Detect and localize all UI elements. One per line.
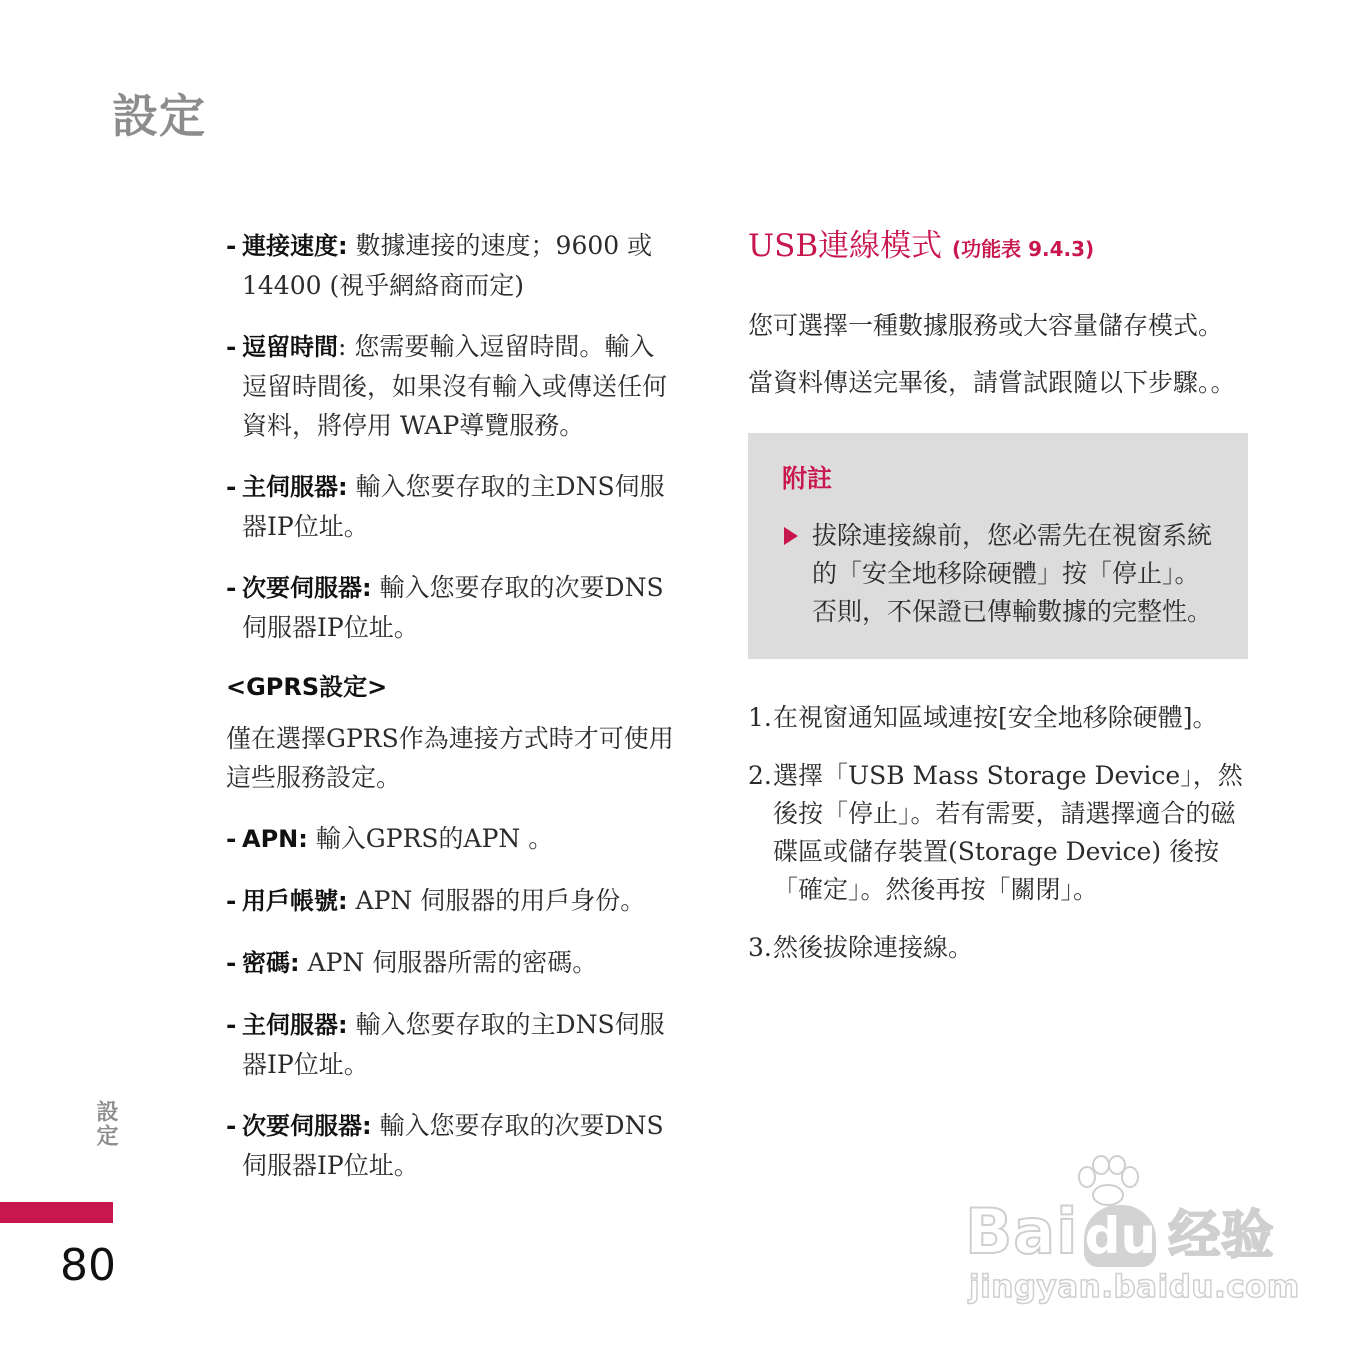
step-number: 3.	[748, 933, 772, 962]
bullet-dash: -	[226, 1010, 237, 1039]
definition-item	[226, 568, 676, 647]
definition-term: 逗留時間	[242, 333, 338, 361]
definition-term: 密碼:	[242, 949, 300, 977]
definition-text: 輸入您要存取的主DNS伺服器IP位址。	[242, 472, 665, 541]
section-title	[748, 226, 1248, 269]
step-item	[748, 757, 1248, 909]
step-number: 1.	[748, 703, 772, 732]
definition-term: 用戶帳號:	[242, 887, 348, 915]
bullet-dash: -	[226, 231, 237, 260]
definition-text: APN 伺服器所需的密碼。	[299, 948, 598, 977]
side-section-label: 設定	[93, 1100, 118, 1148]
definition-term: 次要伺服器:	[242, 574, 372, 602]
definition-item	[226, 467, 676, 546]
note-title: 附註	[782, 464, 833, 493]
watermark-brand-b: i	[1056, 1195, 1079, 1268]
intro-line: 當資料傳送完畢後，請嘗試跟隨以下步驟。。	[748, 368, 1236, 397]
note-text: 拔除連接線前，您必需先在視窗系統的「安全地移除硬體」按「停止」。否則，不保證已傳輸數據的完整性。	[812, 521, 1213, 626]
step-number: 2.	[748, 761, 772, 790]
page-number: 80	[60, 1240, 116, 1291]
intro-line: 您可選擇一種數據服務或大容量儲存模式。	[748, 311, 1224, 340]
definition-term: APN:	[242, 825, 308, 853]
triangle-bullet-icon	[784, 527, 798, 545]
definition-item	[226, 1005, 676, 1084]
intro-paragraph	[748, 297, 1248, 411]
note-box	[748, 433, 1248, 659]
gprs-heading: <GPRS設定>	[226, 673, 388, 701]
watermark-brand	[965, 1193, 1274, 1268]
definition-text: 輸入您要存取的主DNS伺服器IP位址。	[242, 1010, 665, 1079]
definition-term: 主伺服器:	[242, 1011, 348, 1039]
definition-term: 主伺服器:	[242, 473, 348, 501]
note-item	[782, 517, 1214, 631]
step-text: 然後拔除連接線。	[773, 933, 974, 962]
bullet-dash: -	[226, 886, 237, 915]
bullet-dash: -	[226, 824, 237, 853]
watermark-url: jingyan.baidu.com	[969, 1269, 1300, 1305]
definition-item	[226, 819, 676, 859]
bullet-dash: -	[226, 332, 237, 361]
section-title-text: USB連線模式	[748, 228, 943, 264]
definition-text: 輸入您要存取的次要DNS伺服器IP位址。	[242, 573, 664, 642]
definition-item	[226, 943, 676, 983]
watermark-brand-a: Ba	[965, 1195, 1057, 1268]
baidu-watermark	[965, 1155, 1300, 1315]
gprs-description: 僅在選擇GPRS作為連接方式時才可使用這些服務設定。	[226, 724, 674, 792]
step-text: 選擇「USB Mass Storage Device」，然後按「停止」。若有需要，請選擇適合的磁碟區或儲存裝置(Storage Device) 後按「確定」。然後再按「關閉」。	[773, 761, 1243, 904]
right-column	[748, 226, 1248, 987]
step-item	[748, 699, 1248, 737]
step-item	[748, 929, 1248, 967]
bullet-dash: -	[226, 1111, 237, 1140]
definition-text: 輸入您要存取的次要DNS伺服器IP位址。	[242, 1111, 664, 1180]
definition-item	[226, 327, 676, 445]
definition-text: : 您需要輸入逗留時間。輸入逗留時間後，如果沒有輸入或傳送任何資料，將停用 WAP導覽服務。	[242, 332, 668, 440]
accent-bar	[0, 1202, 113, 1223]
bullet-dash: -	[226, 573, 237, 602]
definition-text: 數據連接的速度；9600 或 14400 (視乎網絡商而定)	[242, 231, 653, 300]
page-header-title: 設定	[112, 89, 206, 143]
watermark-brand-du: du	[1084, 1207, 1157, 1265]
definition-text: 輸入GPRS的APN 。	[307, 824, 554, 853]
definition-text: APN 伺服器的用戶身份。	[347, 886, 646, 915]
left-column	[226, 226, 676, 1207]
definition-term: 次要伺服器:	[242, 1112, 372, 1140]
bullet-dash: -	[226, 948, 237, 977]
definition-item	[226, 226, 676, 305]
definition-term: 連接速度:	[242, 232, 348, 260]
watermark-brand-cn: 经验	[1168, 1206, 1275, 1266]
menu-reference: (功能表 9.4.3)	[952, 237, 1095, 261]
definition-item	[226, 1106, 676, 1185]
bullet-dash: -	[226, 472, 237, 501]
definition-item	[226, 881, 676, 921]
step-text: 在視窗通知區域連按[安全地移除硬體]。	[773, 703, 1218, 732]
